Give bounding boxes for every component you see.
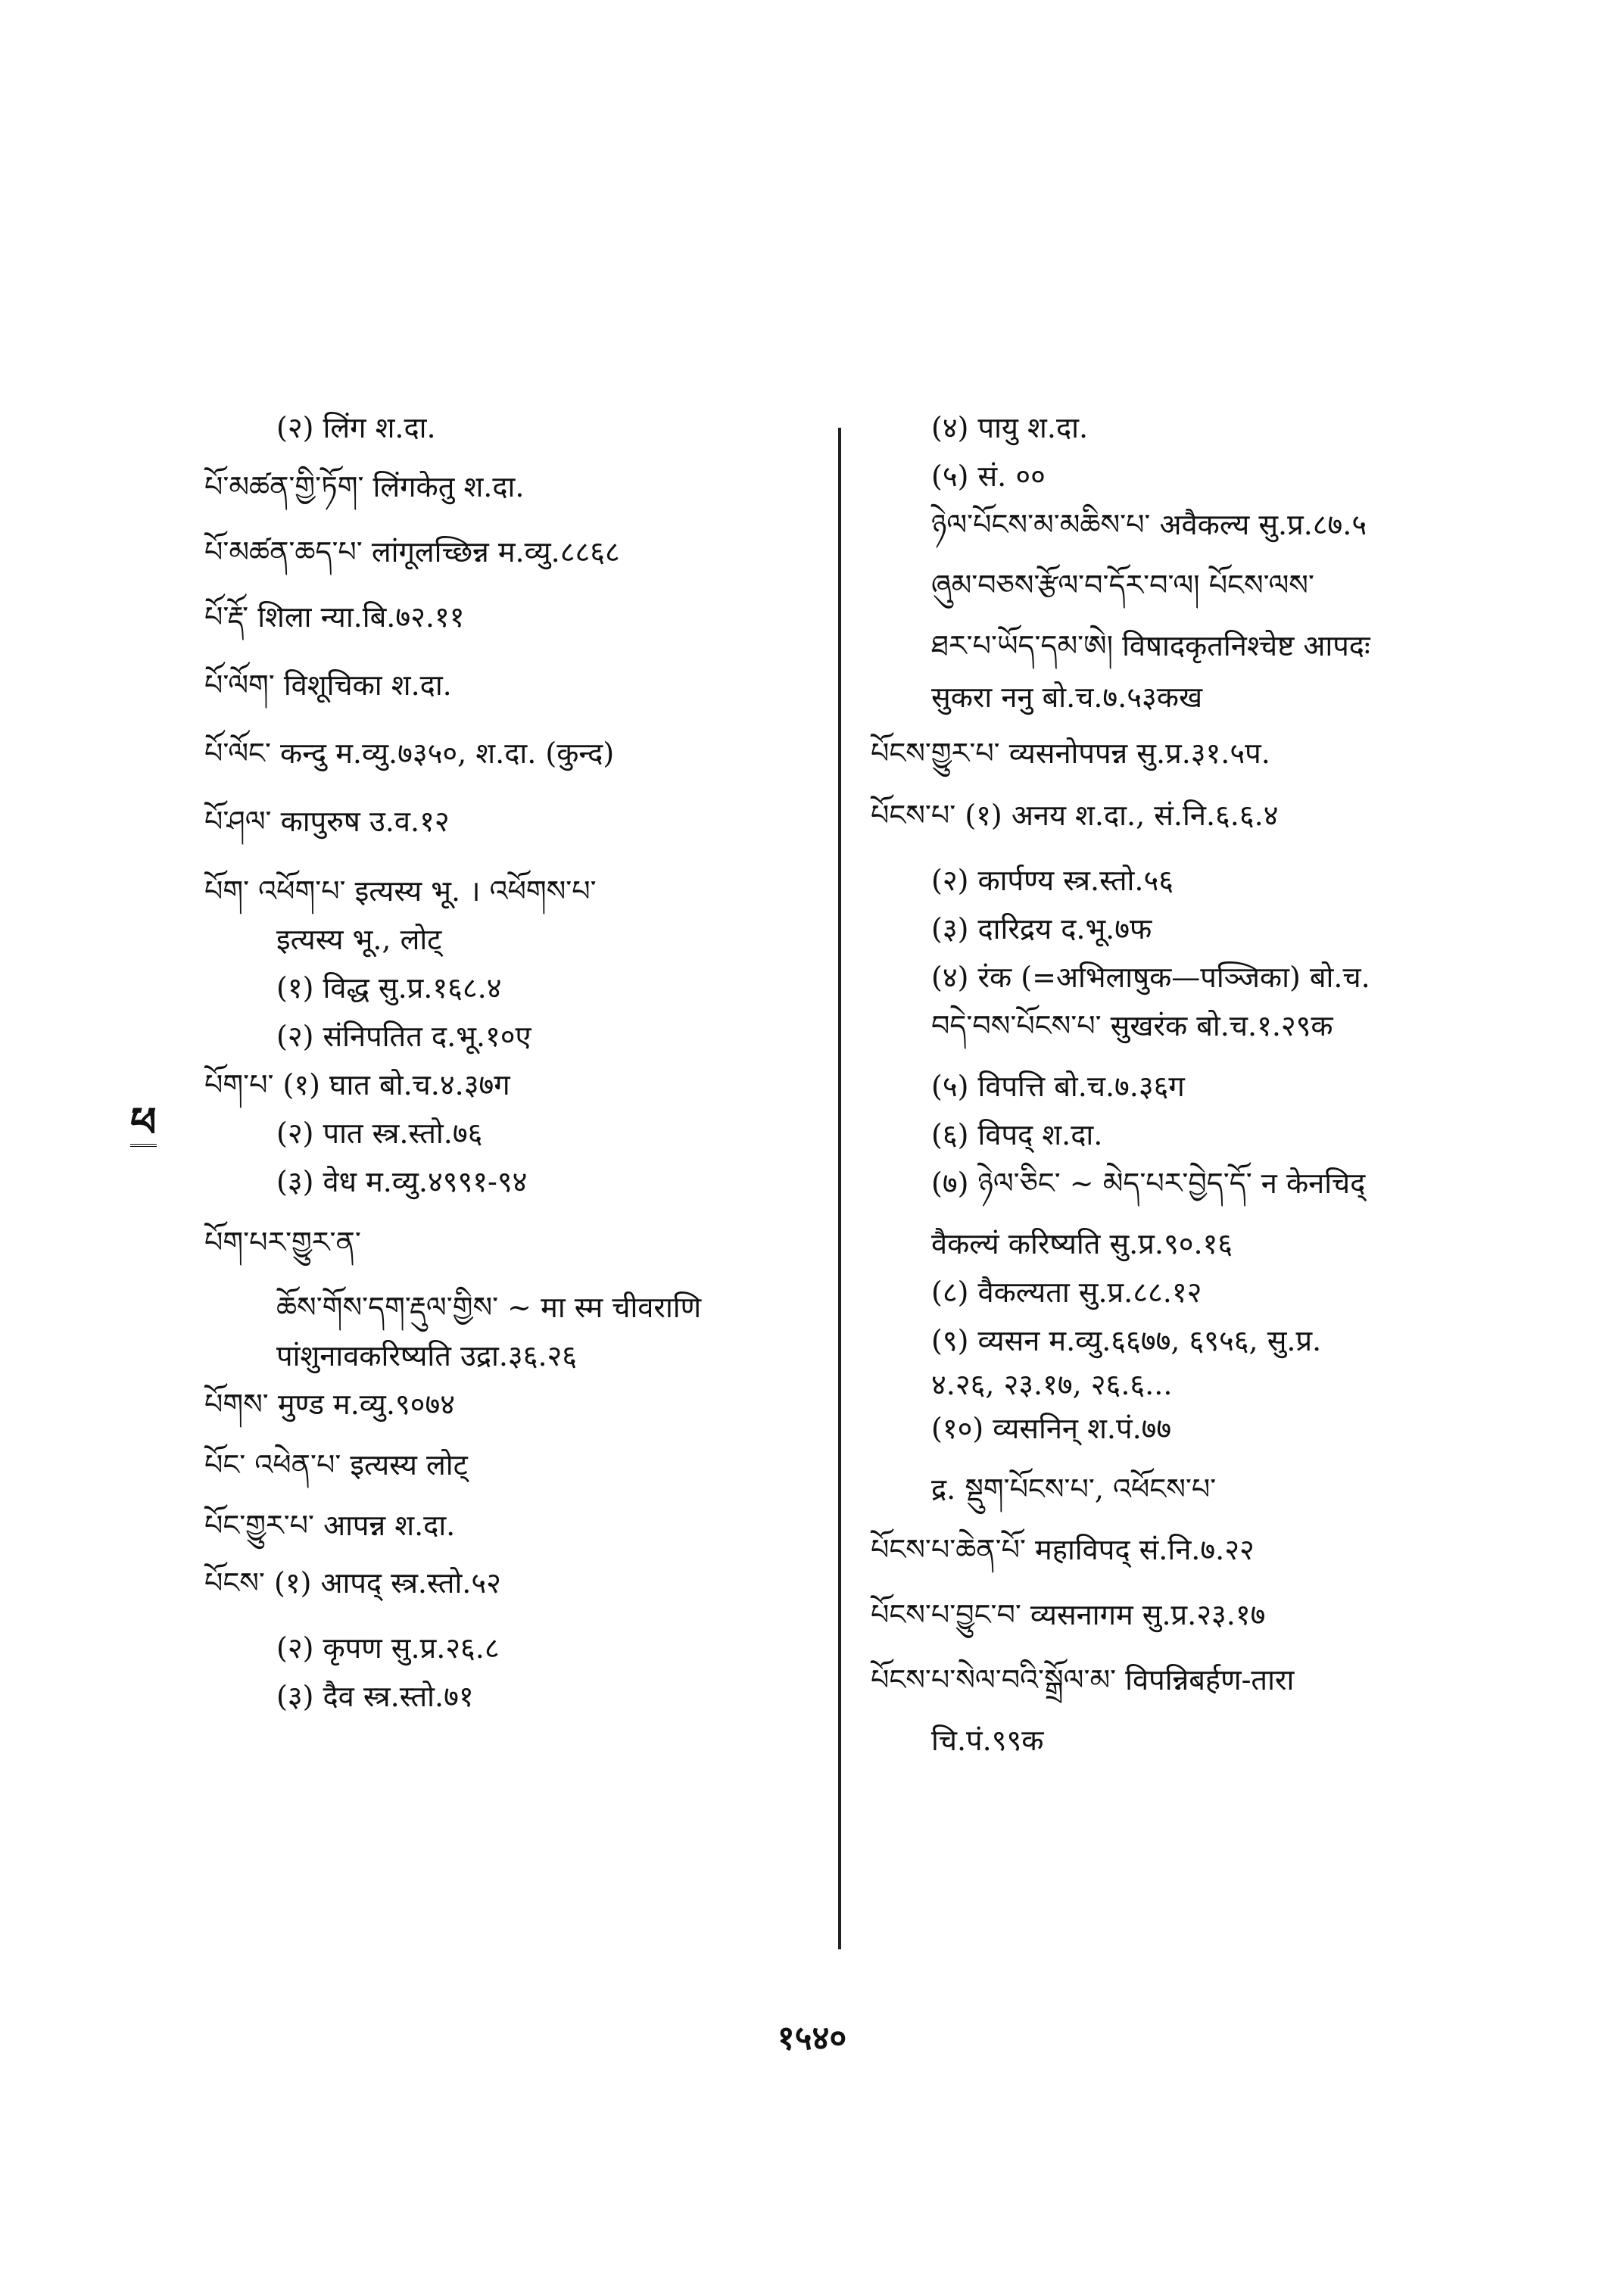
- left-column-entry: (३) दैव स्त्र.स्तो.७१: [276, 1680, 474, 1713]
- left-column-entry: པོང་ འཕེན་པ་ इत्यस्य लोट्: [204, 1448, 468, 1481]
- left-column-entry: (३) वेध म.व्यु.४९९१-९४: [276, 1165, 528, 1198]
- right-column-entry: वैकल्यं करिष्यति सु.प्र.९०.१६: [931, 1227, 1233, 1260]
- right-column-entry: चि.पं.९९क: [931, 1724, 1044, 1757]
- right-column-entry: (८) वैकल्यता सु.प्र.८८.१२: [931, 1276, 1202, 1309]
- right-column-entry: (२) कार्पण्य स्त्र.स्तो.५६: [931, 864, 1174, 897]
- right-column-entry: ४.२६, २३.१७, २६.६...: [931, 1368, 1173, 1401]
- left-column-entry: པོ་མཚན་ཆད་པ་ लांगूलच्छिन्न म.व्यु.८८६८: [204, 535, 620, 569]
- left-column-entry: པོངས་ (१) आपद् स्त्र.स्तो.५२: [204, 1566, 501, 1600]
- left-column-entry: པོགས་ मुण्ड म.व्यु.९०७४: [204, 1388, 455, 1421]
- left-column-entry: པོག་པ་ (१) घात बो.च.४.३७ग: [204, 1068, 510, 1101]
- right-column-entry: ཐར་པ་ཡོད་དམ་ཨེ། विषादकृतनिश्चेष्ट आपदः: [931, 629, 1370, 662]
- right-column-entry: པོངས་པ་སེལ་བའི་སྒྲོལ་མ་ विपन्निबर्हण-तारा: [871, 1663, 1295, 1696]
- right-column-entry: (७) ཉེལ་ཅིང་ ~ མེད་པར་བྱེད་དོ་ न केनचिद्: [931, 1167, 1366, 1200]
- page-number: १५४०: [777, 2019, 847, 2058]
- left-column-entry: (२) संनिपतित द.भू.१०ए: [276, 1020, 531, 1053]
- left-column-entry: པོ་མཚན་གྱི་ཏོག་ लिंगकेतु श.दा.: [204, 470, 525, 503]
- left-column-entry: (२) पात स्त्र.स्तो.७६: [276, 1117, 483, 1150]
- right-column-entry: (३) दारिद्रय द.भू.७फ: [931, 912, 1152, 946]
- left-column-entry: པོག་ འཕོག་པ་ इत्यस्य भू. । འཕོགས་པ་: [204, 874, 597, 908]
- right-column-entry: (५) सं. ००: [931, 460, 1046, 493]
- left-column-entry: པོང་གྱུར་པ་ आपन्न श.दा.: [204, 1509, 456, 1542]
- right-column-entry: པོངས་པ་བྱུང་བ་ व्यसनागम सु.प्र.२३.१७: [871, 1598, 1266, 1631]
- left-column-entry: པོ་རྡོ་ शिला न्या.बि.७२.११: [204, 600, 465, 634]
- right-column-entry: (१०) व्यसनिन् श.पं.७७: [931, 1412, 1172, 1445]
- right-column-entry: (९) व्यसन म.व्यु.६६७७, ६९५६, सु.प्र.: [931, 1324, 1322, 1357]
- section-margin-mark: ཕ: [130, 1098, 157, 1146]
- right-column-entry: द्र. སྡུག་པོངས་པ་, འཕོངས་པ་: [931, 1472, 1217, 1506]
- right-column-entry: (६) विपद् श.दा.: [931, 1118, 1103, 1151]
- left-column-entry: (२) कृपण सु.प्र.२६.८: [276, 1631, 500, 1665]
- right-column-entry: པོངས་པ་ཆེན་པོ་ महाविपद् सं.नि.७.२२: [871, 1533, 1255, 1566]
- left-column-entry: པོ་ལོང་ कन्दु म.व्यु.७३५०, श.दा. (कुन्द): [204, 737, 615, 770]
- column-divider: [838, 428, 841, 1949]
- right-column-entry: (४) रंक (=अभिलाषुक—पञ्जिका) बो.च.: [931, 961, 1370, 994]
- right-column-entry: सुकरा ननु बो.च.७.५३कख: [931, 681, 1203, 714]
- left-column-entry: པོག་པར་གྱུར་ན་: [204, 1226, 361, 1259]
- left-column-entry: पांशुनावकरिष्यति उद्रा.३६.२६: [276, 1339, 578, 1372]
- left-column-entry: པོ་ཤལ་ कापुरुष उ.व.१२: [204, 805, 450, 838]
- right-column-entry: པོངས་གྱུར་པ་ व्यसनोपपन्न सु.प्र.३१.५प.: [871, 737, 1270, 770]
- right-column-entry: པོངས་པ་ (१) अनय श.दा., सं.नि.६.६.४: [871, 799, 1279, 832]
- right-column-entry: ཉེལ་པོངས་མ་མཆིས་པ་ अवैकल्य सु.प्र.८७.५: [931, 508, 1367, 541]
- left-column: [204, 413, 825, 1712]
- left-column-entry: (२) लिंग श.दा.: [276, 411, 436, 444]
- right-column-entry: བདེ་བས་པོངས་པ་ सुखरंक बो.च.१.२९क: [931, 1009, 1333, 1042]
- right-column-entry: (५) विपत्ति बो.च.७.३६ग: [931, 1070, 1185, 1103]
- left-column-entry: (१) विद्ध सु.प्र.१६८.४: [276, 971, 502, 1005]
- right-column-entry: ཞུམ་བཅས་རྩོལ་བ་དོར་བ་ལ། པོངས་ལས་: [931, 569, 1314, 602]
- left-column-entry: इत्यस्य भू., लोट्: [276, 923, 442, 956]
- left-column-entry: པོ་ལོག་ विशूचिका श.दा.: [204, 668, 452, 702]
- right-column-entry: (४) पायु श.दा.: [931, 411, 1089, 444]
- right-column: [871, 413, 1492, 1756]
- left-column-entry: ཆོས་གོས་དག་རྡུལ་གྱིས་ ~ मा स्म चीवराणि: [276, 1291, 702, 1324]
